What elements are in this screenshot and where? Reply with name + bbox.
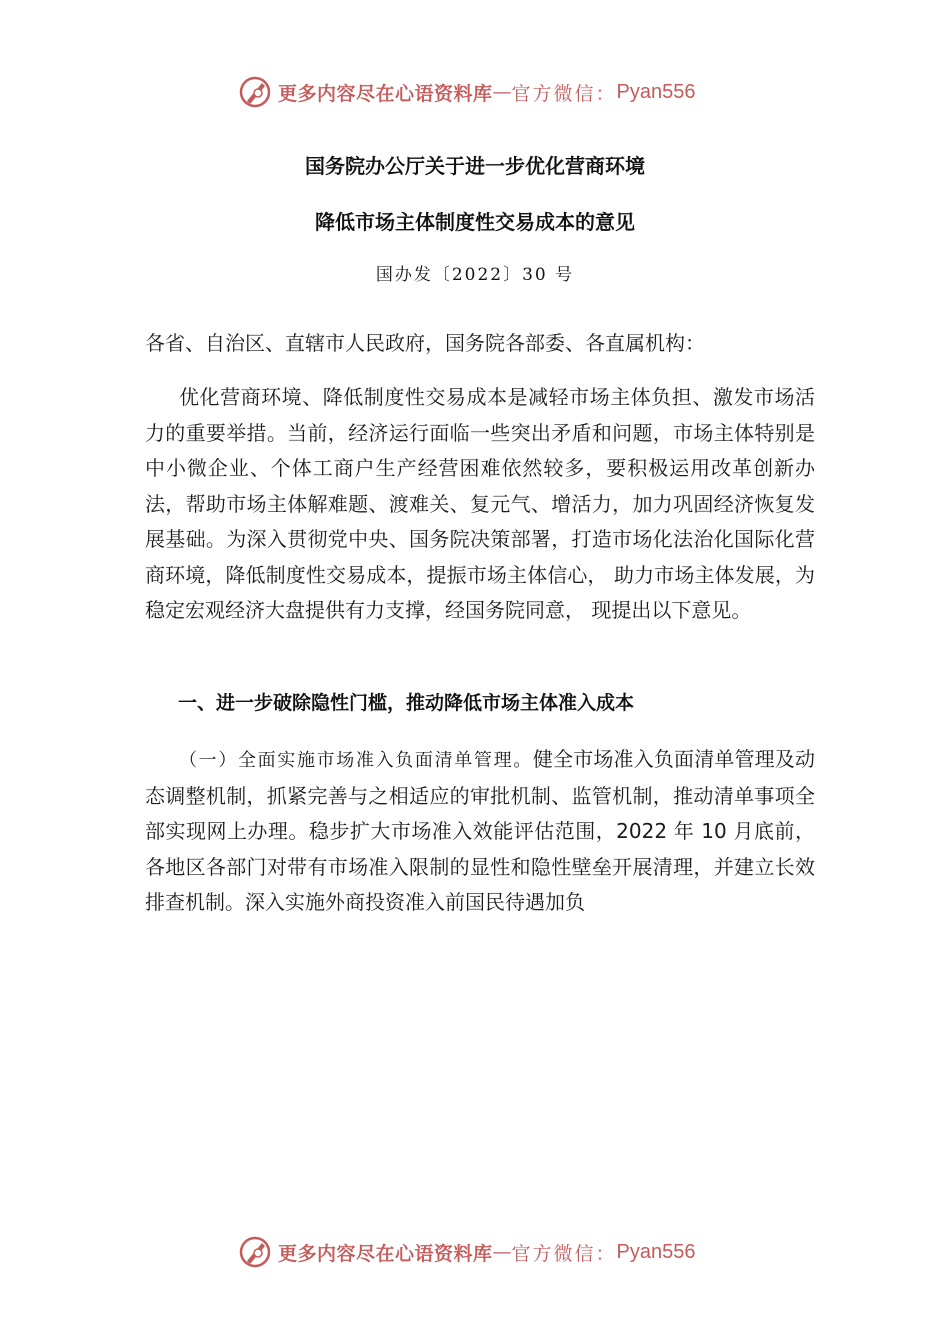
watermark-official-label: 官方微信：	[511, 82, 617, 105]
document-number: 国办发〔2022〕30 号	[375, 265, 575, 285]
document-title-line1: 国务院办公厅关于进一步优化营商环境	[305, 154, 645, 178]
watermark-separator: —	[492, 1241, 512, 1263]
pen-logo-icon	[238, 75, 272, 109]
section1-sub1-text: 健全市场准入负面清单管理及动态调整机制，抓紧完善与之相适应的审批机制、监管机制，推动清单事项全部实现网上办理。稳步扩大市场准入效能评估范围，2022 年 10 月底前，各地区各部门对带有市场准入限制的显性和隐性壁垒开展清理，并建立长效排查机制。深入实施外商投资准入前国民待遇加负	[145, 747, 816, 914]
document-title-line2: 降低市场主体制度性交易成本的意见	[315, 210, 635, 234]
watermark-wechat-id: Pyan556	[616, 80, 696, 103]
watermark-header	[238, 74, 696, 110]
salutation: 各省、自治区、直辖市人民政府，国务院各部委、各直属机构：	[145, 331, 705, 355]
watermark-wechat-id: Pyan556	[616, 1240, 696, 1263]
watermark-separator: —	[492, 81, 512, 103]
section1-heading: 一、进一步破除隐性门槛，推动降低市场主体准入成本	[178, 692, 635, 714]
pen-logo-icon	[238, 1235, 272, 1269]
watermark-main-text: 更多内容尽在心语资料库	[278, 82, 493, 105]
watermark-official-label: 官方微信：	[511, 1242, 617, 1265]
watermark-main-text: 更多内容尽在心语资料库	[278, 1242, 493, 1265]
intro-paragraph: 优化营商环境、降低制度性交易成本是减轻市场主体负担、激发市场活力的重要举措。当前，经济运行面临一些突出矛盾和问题，市场主体特别是中小微企业、个体工商户生产经营困难依然较多，要积极运用改革创新办法，帮助市场主体解难题、渡难关、复元气、增活力，加力巩固经济恢复发展基础。为深入贯彻党中央、国务院决策部署，打造市场化法治化国际化营商环境，降低制度性交易成本，提振市场主体信心， 助力市场主体发展，为稳定宏观经济大盘提供有力支撑，经国务院同意， 现提出以下意见。	[145, 385, 815, 622]
section1-sub1-label: （一）全面实施市场准入负面清单管理。	[179, 750, 533, 771]
section1-paragraph	[145, 742, 815, 921]
watermark-footer	[238, 1234, 696, 1270]
